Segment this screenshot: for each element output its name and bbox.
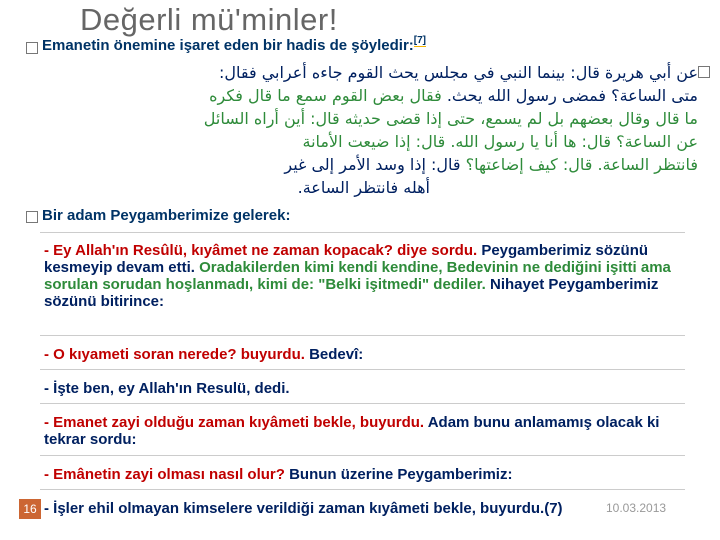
bullet-box-icon (26, 42, 38, 54)
arabic-line-3a: ما قال وقال بعضهم بل لم يسمع، حتى إذا قضى حديثه (344, 109, 698, 128)
arabic-line-4c: قال: إذا ضيعت الأمانة (302, 132, 446, 151)
how-lost-text: - Emânetin zayi olması nasıl olur? (44, 466, 285, 483)
bullet-box-icon (26, 211, 38, 223)
divider (40, 232, 685, 233)
trust-lost-text: - Emanet zayi olduğu zaman kıyâmeti bekle, buyurdu. (44, 414, 425, 431)
arabic-line-1: عن أبي هريرة قال: بينما النبي في مجلس يحث القوم جاءه أعرابي فقال: (218, 63, 698, 82)
paragraph-dialogue-1 (44, 242, 684, 310)
divider (40, 403, 685, 404)
where-is-asker-text: - O kıyameti soran nerede? buyurdu. (44, 346, 305, 363)
arabic-line-4b: قال: ها أنا يا رسول الله. (450, 132, 611, 151)
divider (40, 455, 685, 456)
prophet-continues-text: Peygamberimiz sözünü kesmeyip devam etti. (44, 242, 649, 276)
bullet-hadith-intro (42, 37, 426, 54)
arabic-line-2a: متى الساعة؟ فمضى رسول الله يحث. (446, 86, 698, 105)
paragraph-dialogue-3 (44, 380, 684, 397)
arabic-line-2 (209, 86, 698, 105)
paragraph-dialogue-6 (44, 500, 684, 517)
paragraph-dialogue-2 (44, 346, 684, 363)
bullet-bedouin-intro: Bir adam Peygamberimize gelerek: (42, 207, 291, 224)
arabic-line-3 (204, 109, 698, 128)
arabic-line-4a: عن الساعة؟ (616, 132, 698, 151)
arabic-line-4 (303, 132, 698, 151)
divider (40, 369, 685, 370)
arabic-line-5a: فانتظر الساعة. (597, 155, 698, 174)
arabic-line-5c: قال: إذا وسد الأمر إلى غير (284, 155, 461, 174)
arabic-line-6: أهله فانتظر الساعة. (297, 178, 430, 197)
paragraph-dialogue-5 (44, 466, 684, 483)
page-number: 16 (19, 499, 41, 519)
arabic-line-3b: قال: أين أراه السائل (203, 109, 340, 128)
prophet-response-intro: Bunun üzerine Peygamberimiz: (289, 466, 513, 483)
slide-title: Değerli mü'minler! (80, 2, 338, 37)
bullet-hadith-text: Emanetin önemine işaret eden bir hadis de şöyledir: (42, 37, 414, 54)
arabic-line-5b: قال: كيف إضاعتها؟ (465, 155, 593, 174)
asked-again-text: Adam bunu anlamamış olacak ki tekrar sordu: (44, 414, 660, 448)
arabic-line-5 (284, 155, 698, 174)
paragraph-dialogue-4 (44, 414, 684, 448)
bedouin-label: Bedevî: (309, 346, 364, 363)
final-answer-text: - İşler ehil olmayan kimselere verildiği zaman kıyâmeti bekle, buyurdu.(7) (44, 500, 563, 517)
question-text: - Ey Allah'ın Resûlü, kıyâmet ne zaman kopacak? diye sordu. (44, 242, 478, 259)
here-i-am-text: - İşte ben, ey Allah'ın Resulü, dedi. (44, 380, 290, 397)
bullet-box-icon (698, 66, 710, 78)
divider (40, 335, 685, 336)
arabic-line-2b: فقال بعض القوم سمع ما قال فكره (209, 86, 442, 105)
reference-mark: [7] (413, 35, 427, 46)
audience-reaction-text: Oradakilerden kimi kendi kendine, Bedevinin ne dediğini işitti ama sorulan sorudan hoşlanmadı, kimi de: "Belki işitmedi" dediler. (44, 259, 671, 293)
divider (40, 489, 685, 490)
slide-date: 10.03.2013 (606, 501, 667, 515)
finish-text: Nihayet Peygamberimiz sözünü bitirince: (44, 276, 659, 310)
